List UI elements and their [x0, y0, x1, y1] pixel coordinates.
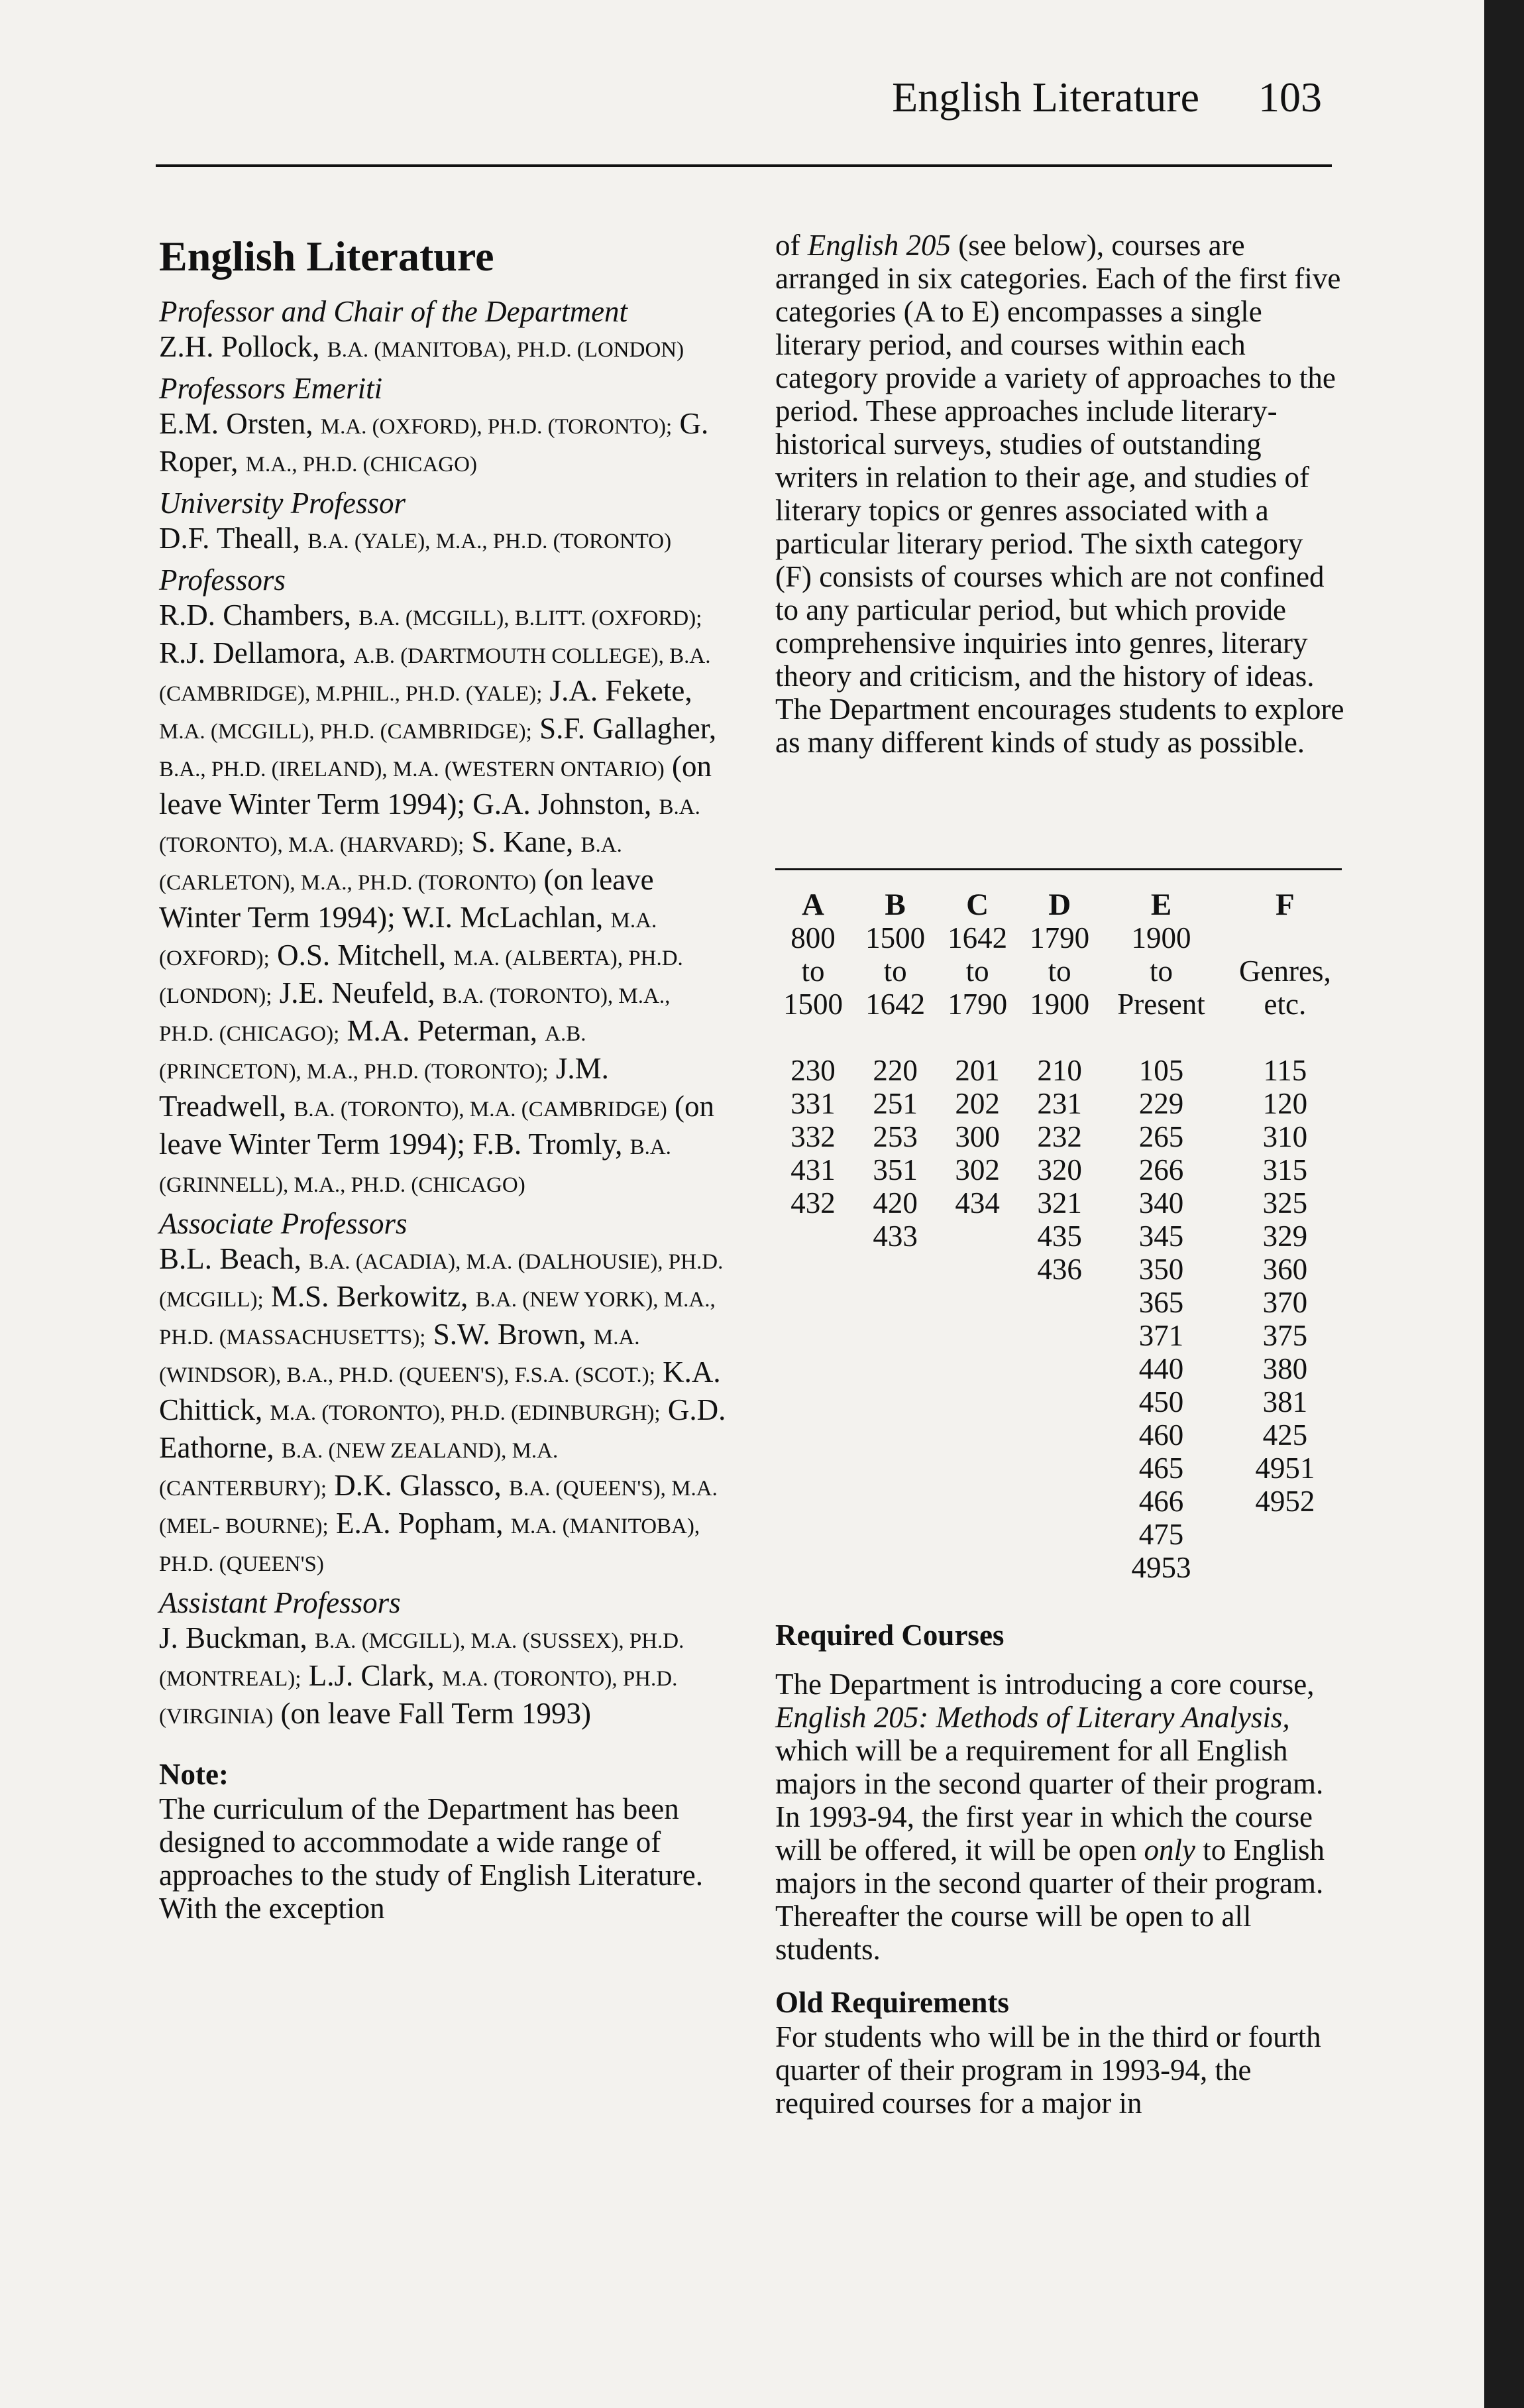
course-number-row: [772, 1352, 1348, 1385]
course-number: [854, 1253, 936, 1286]
faculty-name: Z.H. Pollock,: [159, 330, 320, 363]
course-number: 360: [1262, 1253, 1308, 1286]
faculty-name: F.B. Tromly,: [472, 1127, 623, 1161]
faculty-degrees: M.A. (OXFORD);: [159, 909, 657, 970]
course-number: 440: [1138, 1352, 1184, 1385]
table-cell: 800: [790, 921, 836, 954]
faculty-name: J.M. Treadwell,: [159, 1052, 609, 1123]
course-number: [1018, 1418, 1101, 1452]
category-range-end-row: [772, 988, 1348, 1021]
course-number: 331: [790, 1087, 836, 1120]
intro-text-b: (see below), courses are arranged in six categories. Each of the first five categories (A to E) encompasses a single literary period, and courses within each category provide a variety of approaches to the period. These approaches include literary-historical surveys, studies of outstanding writers in relation to their age, and studies of literary topics or genres associated with a particular literary period. The sixth category (F) consists of courses which are not confined to any particular period, but which provide comprehensive inquiries into genres, literary theory and criticism, and the history of ideas. The Department encourages students to explore as many different kinds of study as possible.: [775, 229, 1344, 759]
course-number: 210: [1037, 1054, 1082, 1087]
course-number: 460: [1138, 1418, 1184, 1452]
course-number: [1018, 1319, 1101, 1352]
course-reference: English 205: Methods of Literary Analysis,: [775, 1701, 1290, 1734]
table-cell: to: [1149, 954, 1173, 988]
faculty-name: K.A. Chittick,: [159, 1355, 721, 1426]
category-letters-row: [772, 888, 1348, 921]
course-number: [936, 1220, 1018, 1253]
table-cell: Present: [1117, 988, 1205, 1021]
faculty-name: J.A. Fekete,: [549, 674, 692, 707]
course-number: 202: [955, 1087, 1000, 1120]
faculty-name: B.L. Beach,: [159, 1242, 301, 1275]
course-number: 300: [955, 1120, 1000, 1153]
left-column: [159, 232, 729, 1925]
table-cell: C: [966, 888, 989, 922]
leave-note: (on leave Winter Term 1994);: [159, 863, 654, 934]
course-number: [936, 1253, 1018, 1286]
faculty-degrees: B.A. (NEW YORK), M.A., PH.D. (MASSACHUSETTS);: [159, 1288, 716, 1349]
table-cell: 1642: [948, 921, 1008, 954]
course-number-row: [772, 1054, 1348, 1087]
faculty-name: S.W. Brown,: [433, 1318, 586, 1351]
course-number: [1018, 1385, 1101, 1418]
course-number: [772, 1286, 854, 1319]
course-number: [854, 1518, 936, 1551]
course-number: [1018, 1352, 1101, 1385]
faculty-degrees: B.A. (NEW ZEALAND), M.A. (CANTERBURY);: [159, 1439, 559, 1501]
role-professors: Professors: [159, 563, 286, 597]
table-cell: B: [885, 888, 906, 922]
req-text-b: which will be a requirement for all English majors in the second quarter of their program. In 1993-94, the first year in which the course will be offered, it will be open: [775, 1734, 1324, 1866]
course-number: [936, 1452, 1018, 1485]
table-cell: to: [965, 954, 989, 988]
course-number-row: [772, 1253, 1348, 1286]
course-number: [854, 1551, 936, 1584]
course-number: [854, 1418, 936, 1452]
faculty-degrees: B.A. (QUEEN'S), M.A. (MEL- BOURNE);: [159, 1477, 718, 1538]
course-number: 351: [873, 1153, 918, 1186]
required-courses-heading: Required Courses: [775, 1619, 1005, 1652]
course-number: [1018, 1551, 1101, 1584]
faculty-name: D.K. Glassco,: [334, 1469, 502, 1502]
faculty-name: E.M. Orsten,: [159, 407, 313, 440]
course-number: [936, 1518, 1018, 1551]
course-number: [854, 1452, 936, 1485]
course-number: [772, 1385, 854, 1418]
course-number: 105: [1138, 1054, 1184, 1087]
category-range-to-row: [772, 954, 1348, 988]
course-number: 310: [1262, 1120, 1308, 1153]
course-number: [772, 1452, 854, 1485]
course-number: [1222, 1551, 1348, 1584]
course-number: 265: [1138, 1120, 1184, 1153]
faculty-name: M.S. Berkowitz,: [270, 1280, 468, 1313]
category-table: [772, 888, 1348, 1584]
faculty-degrees: A.B. (DARTMOUTH COLLEGE), B.A. (CAMBRIDGE), M.PHIL., PH.D. (YALE);: [159, 644, 711, 706]
course-number: [772, 1319, 854, 1352]
faculty-degrees: M.A. (WINDSOR), B.A., PH.D. (QUEEN'S), F.S.A. (SCOT.);: [159, 1326, 655, 1387]
course-number-row: [772, 1518, 1348, 1551]
faculty-degrees: B.A. (MCGILL), B.LITT. (OXFORD);: [358, 606, 702, 630]
note-heading: Note:: [159, 1758, 229, 1791]
role-university-professor: University Professor: [159, 487, 406, 520]
faculty-degrees: M.A. (MANITOBA), PH.D. (QUEEN'S): [159, 1515, 700, 1576]
course-number: 380: [1262, 1352, 1308, 1385]
course-number: 115: [1263, 1054, 1307, 1087]
course-number: [772, 1485, 854, 1518]
role-associate-professors: Associate Professors: [159, 1207, 408, 1240]
table-cell: E: [1150, 888, 1172, 922]
table-cell: D: [1048, 888, 1071, 922]
course-number-row: [772, 1485, 1348, 1518]
course-number: [772, 1253, 854, 1286]
course-number: 229: [1138, 1087, 1184, 1120]
faculty-degrees: M.A., PH.D. (CHICAGO): [245, 453, 477, 477]
table-spacer: [772, 1021, 1348, 1054]
course-number: 465: [1138, 1452, 1184, 1485]
required-courses-paragraph: [775, 1668, 1345, 1966]
faculty-degrees: A.B. (PRINCETON), M.A., PH.D. (TORONTO);: [159, 1022, 586, 1084]
course-number: [936, 1319, 1018, 1352]
old-requirements-paragraph: For students who will be in the third or fourth quarter of their program in 1993-94, the required courses for a major in: [775, 2020, 1321, 2120]
course-number: [772, 1518, 854, 1551]
course-number: 230: [790, 1054, 836, 1087]
table-cell: 1900: [1030, 988, 1090, 1021]
course-number: 432: [790, 1186, 836, 1220]
course-number: 370: [1262, 1286, 1308, 1319]
faculty-list-professors: [159, 598, 729, 1202]
course-number: 350: [1138, 1253, 1184, 1286]
role-chair: Professor and Chair of the Department: [159, 295, 628, 328]
course-number: 431: [790, 1153, 836, 1186]
faculty-degrees: B.A. (CARLETON), M.A., PH.D. (TORONTO): [159, 833, 622, 895]
faculty-list-emeriti: [159, 406, 729, 482]
course-number: 420: [873, 1186, 918, 1220]
role-assistant-professors: Assistant Professors: [159, 1586, 401, 1619]
course-number-row: [772, 1319, 1348, 1352]
course-number: 365: [1138, 1286, 1184, 1319]
faculty-list-chair: [159, 329, 729, 367]
course-number: 120: [1262, 1087, 1308, 1120]
course-number: [772, 1352, 854, 1385]
course-number: [936, 1385, 1018, 1418]
faculty-degrees: B.A. (GRINNELL), M.A., PH.D. (CHICAGO): [159, 1135, 671, 1197]
faculty-degrees: M.A. (TORONTO), PH.D. (VIRGINIA): [159, 1667, 678, 1729]
course-number: [1018, 1518, 1101, 1551]
faculty-name: G. Roper,: [159, 407, 709, 478]
faculty-degrees: B.A. (TORONTO), M.A. (HARVARD);: [159, 795, 700, 857]
leave-note: (on leave Winter Term 1994);: [159, 750, 712, 821]
course-number-row: [772, 1153, 1348, 1186]
faculty-name: D.F. Theall,: [159, 522, 301, 555]
old-requirements-heading: Old Requirements: [775, 1986, 1009, 2019]
course-number: 232: [1037, 1120, 1082, 1153]
req-text-a: The Department is introducing a core course,: [775, 1668, 1315, 1701]
course-number-row: [772, 1418, 1348, 1452]
course-number: 433: [873, 1220, 918, 1253]
course-number: [1018, 1485, 1101, 1518]
course-number: [936, 1352, 1018, 1385]
table-cell: 1790: [1030, 921, 1090, 954]
course-number: 375: [1262, 1319, 1308, 1352]
course-number-row: [772, 1087, 1348, 1120]
table-cell: Genres,: [1239, 954, 1331, 988]
faculty-name: J.E. Neufeld,: [279, 976, 435, 1009]
course-number: 371: [1138, 1319, 1184, 1352]
faculty-name: R.J. Dellamora,: [159, 636, 347, 669]
table-cell: 1790: [948, 988, 1008, 1021]
faculty-degrees: M.A. (TORONTO), PH.D. (EDINBURGH);: [270, 1401, 661, 1425]
course-number: 436: [1037, 1253, 1082, 1286]
table-cell: to: [883, 954, 907, 988]
course-number: [854, 1319, 936, 1352]
course-number: 381: [1262, 1385, 1308, 1418]
table-cell: A: [802, 888, 824, 922]
course-number: 329: [1262, 1220, 1308, 1253]
req-text-c: to English majors in the second quarter of their program. Thereafter the course will be open to all students.: [775, 1833, 1325, 1966]
course-number: 340: [1138, 1186, 1184, 1220]
faculty-name: O.S. Mitchell,: [277, 939, 447, 972]
faculty-degrees: B.A. (MANITOBA), PH.D. (LONDON): [327, 338, 684, 362]
course-number: 220: [873, 1054, 918, 1087]
faculty-name: J. Buckman,: [159, 1621, 307, 1654]
faculty-name: G.A. Johnston,: [472, 787, 652, 821]
faculty-name: M.A. Peterman,: [347, 1014, 537, 1047]
faculty-degrees: M.A. (OXFORD), PH.D. (TORONTO);: [320, 415, 673, 439]
faculty-degrees: B.A. (MCGILL), M.A. (SUSSEX), PH.D. (MONTREAL);: [159, 1629, 684, 1691]
course-number: 345: [1138, 1220, 1184, 1253]
faculty-name: R.D. Chambers,: [159, 599, 351, 632]
faculty-degrees: M.A. (MCGILL), PH.D. (CAMBRIDGE);: [159, 720, 532, 744]
course-number: [772, 1220, 854, 1253]
faculty-degrees: B.A., PH.D. (IRELAND), M.A. (WESTERN ONTARIO): [159, 758, 665, 781]
course-number: [936, 1286, 1018, 1319]
course-number: 450: [1138, 1385, 1184, 1418]
course-number: [1018, 1286, 1101, 1319]
faculty-degrees: B.A. (ACADIA), M.A. (DALHOUSIE), PH.D. (MCGILL);: [159, 1250, 724, 1312]
table-cell: to: [1048, 954, 1071, 988]
faculty-degrees: B.A. (YALE), M.A., PH.D. (TORONTO): [307, 530, 672, 553]
scan-edge: [1484, 0, 1524, 2408]
faculty-list-associate: [159, 1241, 729, 1581]
faculty-list-university: [159, 521, 729, 559]
faculty-list-assistant: [159, 1621, 729, 1734]
course-reference: English 205: [807, 229, 952, 262]
course-number: 321: [1037, 1186, 1082, 1220]
course-number: 475: [1138, 1518, 1184, 1551]
course-number-row: [772, 1186, 1348, 1220]
course-number: 435: [1037, 1220, 1082, 1253]
leave-note: (on leave Winter Term 1994);: [159, 1090, 715, 1161]
table-cell: 1500: [865, 921, 926, 954]
faculty-name: G.D. Eathorne,: [159, 1393, 726, 1464]
note-paragraph: The curriculum of the Department has been designed to accommodate a wide range of approaches to the study of English Literature. With the exception: [159, 1792, 704, 1925]
faculty-name: S. Kane,: [471, 825, 574, 858]
course-number: [854, 1352, 936, 1385]
page-number: 103: [1258, 74, 1322, 121]
table-rule: [775, 868, 1342, 870]
faculty-name: W.I. McLachlan,: [402, 901, 604, 934]
course-number: [854, 1286, 936, 1319]
course-number: 4952: [1255, 1485, 1315, 1518]
course-number: 315: [1262, 1153, 1308, 1186]
intro-text-a: of: [775, 229, 800, 262]
course-number: [936, 1418, 1018, 1452]
course-number: [772, 1551, 854, 1584]
course-number-row: [772, 1220, 1348, 1253]
course-number: 231: [1037, 1087, 1082, 1120]
course-number: 266: [1138, 1153, 1184, 1186]
faculty-degrees: M.A. (ALBERTA), PH.D. (LONDON);: [159, 946, 683, 1008]
right-column: [775, 229, 1345, 759]
table-cell: F: [1276, 888, 1295, 922]
leave-note: (on leave Fall Term 1993): [280, 1697, 591, 1730]
table-cell: 1642: [865, 988, 926, 1021]
course-number-row: [772, 1120, 1348, 1153]
course-number: [772, 1418, 854, 1452]
role-emeriti: Professors Emeriti: [159, 372, 383, 405]
course-number: 425: [1262, 1418, 1308, 1452]
course-number: 466: [1138, 1485, 1184, 1518]
faculty-name: S.F. Gallagher,: [539, 712, 717, 745]
header-rule: [156, 164, 1332, 167]
emphasis: only: [1144, 1833, 1196, 1866]
faculty-name: L.J. Clark,: [308, 1659, 435, 1692]
categories-intro: [775, 229, 1345, 759]
course-number: 253: [873, 1120, 918, 1153]
course-number: 325: [1262, 1186, 1308, 1220]
table-cell: 1900: [1131, 921, 1191, 954]
course-number-row: [772, 1551, 1348, 1584]
course-number: 4953: [1131, 1551, 1191, 1584]
table-cell: [1222, 921, 1348, 954]
category-range-start-row: [772, 921, 1348, 954]
faculty-name: E.A. Popham,: [335, 1507, 504, 1540]
course-number-row: [772, 1286, 1348, 1319]
course-number: [1222, 1518, 1348, 1551]
course-number: [936, 1551, 1018, 1584]
table-cell: 1500: [783, 988, 844, 1021]
requirements-section: [775, 1617, 1345, 2120]
course-number: 434: [955, 1186, 1000, 1220]
course-number: 302: [955, 1153, 1000, 1186]
faculty-degrees: B.A. (TORONTO), M.A., PH.D. (CHICAGO);: [159, 984, 671, 1046]
course-number: [854, 1385, 936, 1418]
course-number: 201: [955, 1054, 1000, 1087]
course-number: 332: [790, 1120, 836, 1153]
course-number: 4951: [1255, 1452, 1315, 1485]
table-cell: etc.: [1264, 988, 1307, 1021]
course-number: [936, 1485, 1018, 1518]
course-number-row: [772, 1452, 1348, 1485]
course-number-row: [772, 1385, 1348, 1418]
section-heading: English Literature: [159, 233, 494, 280]
course-number: 320: [1037, 1153, 1082, 1186]
faculty-degrees: B.A. (TORONTO), M.A. (CAMBRIDGE): [294, 1098, 667, 1121]
course-number: [1018, 1452, 1101, 1485]
table-cell: to: [801, 954, 825, 988]
running-header-title: English Literature: [892, 74, 1199, 121]
course-number: [854, 1485, 936, 1518]
course-number: 251: [873, 1087, 918, 1120]
